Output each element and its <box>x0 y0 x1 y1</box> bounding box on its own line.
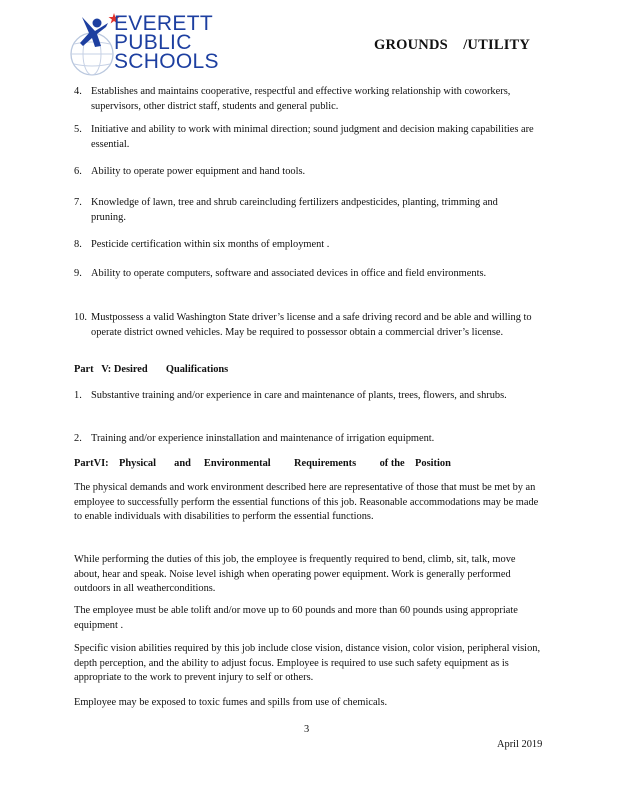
logo-line-1: EVERETT <box>114 12 213 35</box>
item-text: Ability to operate power equipment and hand tools. <box>91 166 306 177</box>
list-item <box>74 196 534 225</box>
paragraph: Specific vision abilities required by this job include close vision, distance vision, color vision, peripheral vision, depth perception, and the ability to adjust focus. Employee is required to use such safety equipment as is appropriate to the work to prevent injury to self or others. <box>74 643 541 683</box>
list-item <box>74 123 534 152</box>
paragraph: While performing the duties of this job, the employee is frequently required to bend, climb, sit, talk, move about, hear and speak. Noise level ishigh when operating power equipment. Work is generally performed outdoors in all weatherconditions. <box>74 554 516 594</box>
paragraph: The physical demands and work environment described here are representative of those that must be met by an employee to successfully perform the essential functions of this job. Reasonable accommodations may be made to enable individuals with disabilities to perform the essential functions. <box>74 482 539 522</box>
globe-figure-icon <box>70 10 120 82</box>
item-text: Ability to operate computers, software and associated devices in office and field environments. <box>91 268 487 279</box>
item-number: 7. <box>74 197 82 208</box>
item-text: Substantive training and/or experience in care and maintenance of plants, trees, flowers, and shrubs. <box>91 390 507 401</box>
item-number: 2. <box>74 433 82 444</box>
item-text: Pesticide certification within six months of employment . <box>91 239 330 250</box>
list-item <box>74 389 534 404</box>
section-heading-part-v: Part V: Desired Qualifications <box>74 364 229 375</box>
section-heading-part-vi: PartVI: Physical and Environmental Requirements of the Position <box>74 458 451 469</box>
list-item <box>74 85 534 114</box>
list-item <box>74 432 534 447</box>
page-number: 3 <box>304 724 310 735</box>
list-item <box>74 165 534 180</box>
paragraph: Employee may be exposed to toxic fumes and spills from use of chemicals. <box>74 697 388 708</box>
list-item <box>74 238 534 253</box>
item-text: Knowledge of lawn, tree and shrub careincluding fertilizers andpesticides, planting, trimming and pruning. <box>91 197 498 223</box>
item-number: 9. <box>74 268 82 279</box>
district-logo <box>70 10 240 82</box>
page-title: GROUNDS /UTILITY <box>374 37 531 53</box>
revision-date: April 2019 <box>497 739 543 750</box>
item-text: Initiative and ability to work with minimal direction; sound judgment and decision making capabilities are essential. <box>91 124 534 150</box>
item-number: 8. <box>74 239 82 250</box>
list-item <box>74 311 534 340</box>
logo-line-2: PUBLIC <box>114 31 192 54</box>
item-number: 4. <box>74 86 82 97</box>
item-number: 10. <box>74 312 87 323</box>
item-number: 5. <box>74 124 82 135</box>
logo-wordmark <box>114 14 219 71</box>
item-text: Mustpossess a valid Washington State driver’s license and a safe driving record and be able and willing to operate district owned vehicles. May be required to possessor obtain a commercial driver’s license. <box>91 312 532 338</box>
item-number: 6. <box>74 166 82 177</box>
list-item <box>74 267 534 282</box>
logo-line-3: SCHOOLS <box>114 50 219 73</box>
item-text: Training and/or experience ininstallation and maintenance of irrigation equipment. <box>91 433 435 444</box>
item-number: 1. <box>74 390 82 401</box>
paragraph: The employee must be able tolift and/or move up to 60 pounds and more than 60 pounds using appropriate equipment . <box>74 605 518 631</box>
item-text: Establishes and maintains cooperative, respectful and effective working relationship with coworkers, supervisors, other district staff, students and general public. <box>91 86 511 112</box>
